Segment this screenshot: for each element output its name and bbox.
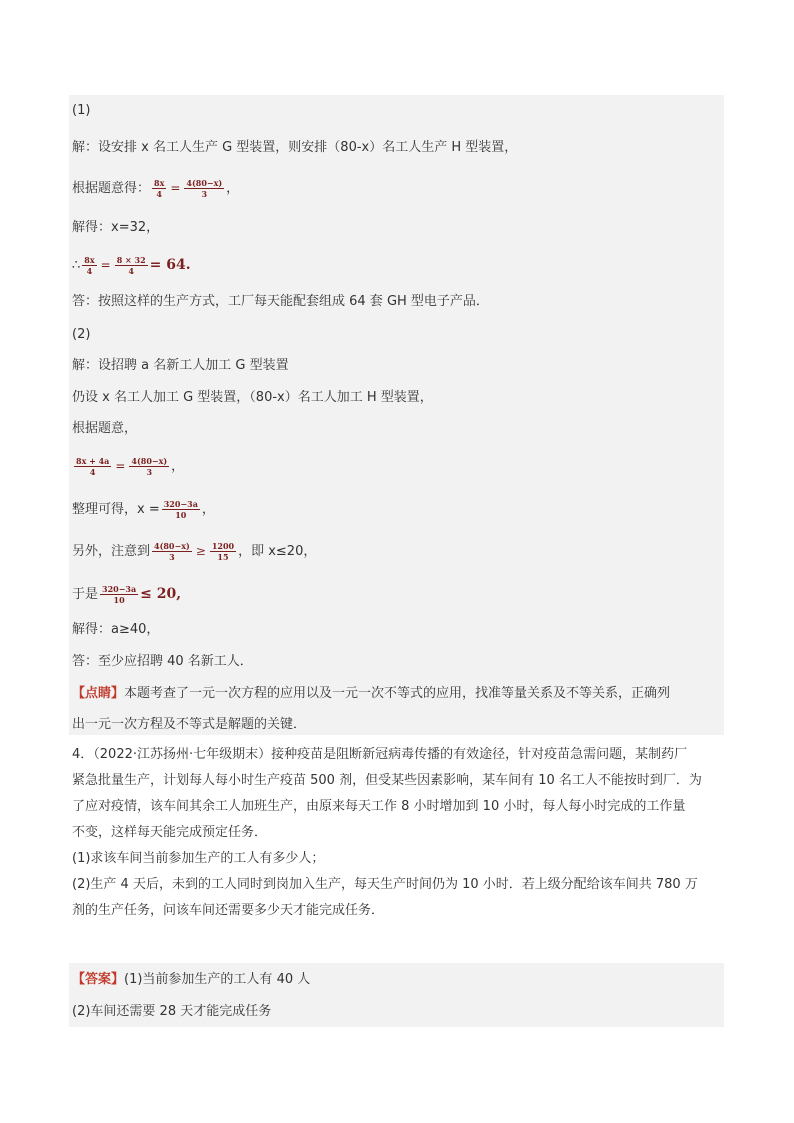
question-subpart-1: (1)求该车间当前参加生产的工人有多少人； (72, 851, 325, 866)
question-line: 了应对疫情，该车间其余工人加班生产，由原来每天工作 8 小时增加到 10 小时，每人每小时完成的工作量 (72, 799, 686, 814)
question-line: 不变，这样每天能完成预定任务． (72, 825, 268, 840)
inequality-suffix: ，即 x≤20， (238, 544, 317, 559)
fraction-numerator: 320−3a (102, 584, 137, 594)
comment-text: 本题考查了一元一次方程的应用以及一元一次不等式的应用，找准等量关系及不等关系，正确列 (124, 686, 671, 701)
question-line: 4．（2022·江苏扬州·七年级期末）接种疫苗是阻断新冠病毒传播的有效途径，针对疫苗急需问题，某制药厂 (72, 747, 688, 762)
answer-tag: 【答案】 (72, 972, 125, 987)
therefore-prefix: 于是 (72, 587, 99, 602)
fraction (184, 178, 224, 199)
fraction (152, 541, 192, 562)
fraction (82, 255, 96, 276)
comment-line-2: 出一元一次方程及不等式是解题的关键． (72, 717, 307, 732)
fraction-denominator: 4 (128, 266, 134, 276)
equals-sign: = (100, 258, 111, 272)
question-4 (72, 742, 724, 924)
fraction-denominator: 10 (113, 595, 125, 605)
answer-line-1 (72, 971, 310, 989)
fraction-numerator: 4(80−x) (186, 178, 223, 188)
answer-line-2: (2)车间还需要 28 天才能完成任务 (72, 1004, 272, 1019)
part1-setup: 解：设安排 x 名工人生产 G 型装置，则安排（80-x）名工人生产 H 型装置， (72, 140, 518, 155)
therefore-symbol: ∴ (72, 258, 81, 273)
fraction (152, 178, 166, 199)
fraction (115, 255, 148, 276)
fraction-denominator: 3 (169, 552, 175, 562)
equation-prefix: 根据题意得： (72, 181, 151, 196)
part2-according: 根据题意， (72, 421, 138, 436)
inequality-prefix: 另外，注意到 (72, 544, 151, 559)
part2-setup-a: 解：设招聘 a 名新工人加工 G 型装置 (72, 358, 289, 373)
part1-answer: 答：按照这样的生产方式，工厂每天能配套组成 64 套 GH 型电子产品． (72, 294, 489, 309)
part1-equation (72, 178, 239, 199)
fraction-numerator: 8x (84, 255, 95, 265)
question-subpart-2: (2)生产 4 天后，未到的工人同时到岗加入生产，每天生产时间仍为 10 小时．若上级分配给该车间共 780 万 (72, 877, 698, 892)
comment-tag: 【点睛】 (72, 686, 125, 701)
fraction-numerator: 4(80−x) (131, 456, 168, 466)
equals-sign: = (115, 459, 126, 473)
question-line: 紧急批量生产，计划每人每小时生产疫苗 500 剂，但受某些因素影响，某车间有 10 名工人不能按时到厂．为 (72, 773, 702, 788)
rearranged-prefix: 整理可得，x = (72, 502, 160, 517)
part1-solution: 解得：x=32， (72, 220, 160, 235)
part1-label: (1) (72, 103, 91, 118)
fraction-numerator: 8x (154, 178, 165, 188)
fraction (210, 541, 236, 562)
answer-text: (1)当前参加生产的工人有 40 人 (124, 972, 311, 987)
inequality-result: ≤ 20, (140, 586, 182, 602)
fraction-numerator: 1200 (211, 541, 235, 551)
part2-setup-x: 仍设 x 名工人加工 G 型装置，（80-x）名工人加工 H 型装置， (72, 390, 433, 405)
fraction-denominator: 15 (217, 552, 229, 562)
fraction (74, 456, 111, 477)
fraction (129, 456, 169, 477)
fraction-numerator: 8x + 4a (76, 456, 110, 466)
question-line: 剂的生产任务，问该车间还需要多少天才能完成任务． (72, 903, 385, 918)
comment-line-1 (72, 685, 670, 703)
part2-inequality (72, 541, 316, 562)
fraction-denominator: 3 (146, 467, 153, 477)
rearranged-suffix: ， (201, 502, 215, 517)
fraction-denominator: 4 (89, 467, 96, 477)
calculation-result: = 64. (149, 257, 191, 273)
part1-calculation (72, 255, 191, 276)
part2-answer: 答：至少应招聘 40 名新工人． (72, 654, 253, 669)
equals-sign: = (170, 181, 181, 195)
fraction-numerator: 4(80−x) (154, 541, 190, 551)
equation-suffix: ， (226, 181, 240, 196)
fraction-denominator: 4 (86, 266, 93, 276)
part2-therefore (72, 584, 181, 605)
part2-rearranged (72, 499, 215, 520)
inequality-sign: ≥ (195, 544, 206, 558)
fraction-denominator: 10 (175, 510, 187, 520)
part2-solution: 解得：a≥40， (72, 622, 160, 637)
fraction-numerator: 8 × 32 (116, 255, 146, 265)
fraction-denominator: 3 (201, 189, 208, 199)
fraction-denominator: 4 (156, 189, 162, 199)
fraction (100, 584, 138, 605)
fraction (162, 499, 200, 520)
fraction-numerator: 320−3a (163, 499, 198, 509)
part2-equation (72, 456, 184, 477)
part2-label: (2) (72, 327, 91, 342)
equation-suffix: ， (171, 459, 185, 474)
